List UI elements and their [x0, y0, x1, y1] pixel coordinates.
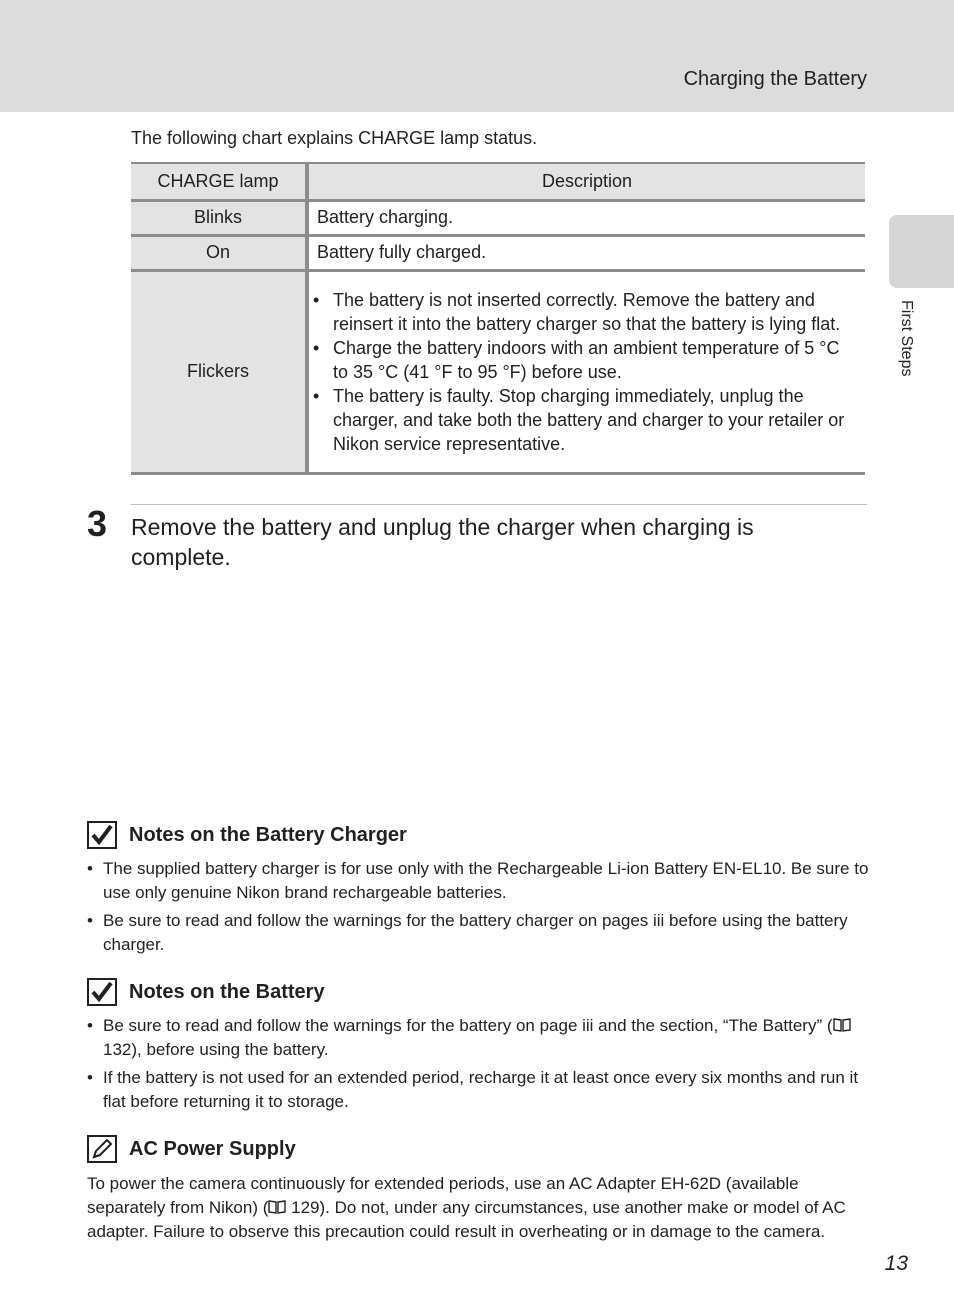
divider — [131, 504, 867, 505]
list-item — [103, 1014, 883, 1062]
step-text: Remove the battery and unplug the charger when charging is complete. — [131, 514, 754, 570]
column-header-description: Description — [307, 163, 865, 200]
list-item: • Be sure to read and follow the warnings for the battery charger on pages iii before using the battery charger. — [103, 909, 883, 957]
page-number: 13 — [884, 1252, 908, 1275]
ac-power-text — [87, 1172, 867, 1244]
description-cell — [307, 270, 865, 473]
list-item: • If the battery is not used for an extended period, recharge it at least once every six months and run it flat before returning it to storage. — [103, 1066, 883, 1114]
section-tab-label: First Steps — [898, 300, 915, 377]
lamp-cell: On — [131, 235, 307, 270]
notes-battery-list — [87, 1014, 883, 1118]
book-icon — [833, 1015, 851, 1029]
ac-power-heading — [87, 1132, 296, 1166]
table-row — [131, 200, 865, 235]
note-text: 132), before using the battery. — [103, 1040, 329, 1059]
ac-text-part: To power the camera continuously for extended periods, use an AC Adapter EH-62D (available separately from Nikon) ( — [87, 1174, 799, 1217]
description-cell: Battery charging. — [307, 200, 865, 235]
intro-text: The following chart explains CHARGE lamp status. — [131, 128, 538, 148]
flickers-bullet-list — [313, 282, 857, 462]
lamp-cell: Flickers — [131, 270, 307, 473]
list-item: • The supplied battery charger is for use only with the Rechargeable Li-ion Battery EN-EL10. Be sure to use only genuine Nikon brand rechargeable batteries. — [103, 857, 883, 905]
step-number: 3 — [87, 503, 108, 544]
column-header-lamp: CHARGE lamp — [131, 163, 307, 200]
list-item: • The battery is faulty. Stop charging immediately, unplug the charger, and take both the battery and charger to your retailer or Nikon service representative. — [333, 384, 853, 456]
notes-battery-title: Notes on the Battery — [129, 980, 325, 1003]
notes-charger-list — [87, 857, 883, 961]
table-row — [131, 270, 865, 473]
header-band — [0, 0, 954, 112]
ac-power-title: AC Power Supply — [129, 1137, 296, 1160]
notes-charger-heading — [87, 818, 407, 852]
notes-battery-heading — [87, 975, 325, 1009]
note-text: Be sure to read and follow the warnings for the battery on page iii and the section, “The Battery” ( — [103, 1016, 833, 1035]
table-row — [131, 235, 865, 270]
charge-lamp-table — [131, 162, 865, 475]
lamp-cell: Blinks — [131, 200, 307, 235]
table-header-row — [131, 163, 865, 200]
notes-charger-title: Notes on the Battery Charger — [129, 823, 407, 846]
list-item: • Charge the battery indoors with an ambient temperature of 5 °C to 35 °C (41 °F to 95 °F) before use. — [333, 336, 853, 384]
ac-text-part: 129). Do not, under any circumstances, use another make or model of AC adapter. Failure to observe this precaution could result in overheating or in damage to the camera. — [87, 1198, 846, 1241]
section-tab — [889, 215, 954, 288]
pencil-icon — [87, 1135, 117, 1163]
check-icon — [87, 978, 117, 1006]
book-icon — [268, 1197, 286, 1211]
check-icon — [87, 821, 117, 849]
running-head: Charging the Battery — [683, 68, 867, 90]
list-item: • The battery is not inserted correctly. Remove the battery and reinsert it into the battery charger so that the battery is lying flat. — [333, 288, 853, 336]
description-cell: Battery fully charged. — [307, 235, 865, 270]
